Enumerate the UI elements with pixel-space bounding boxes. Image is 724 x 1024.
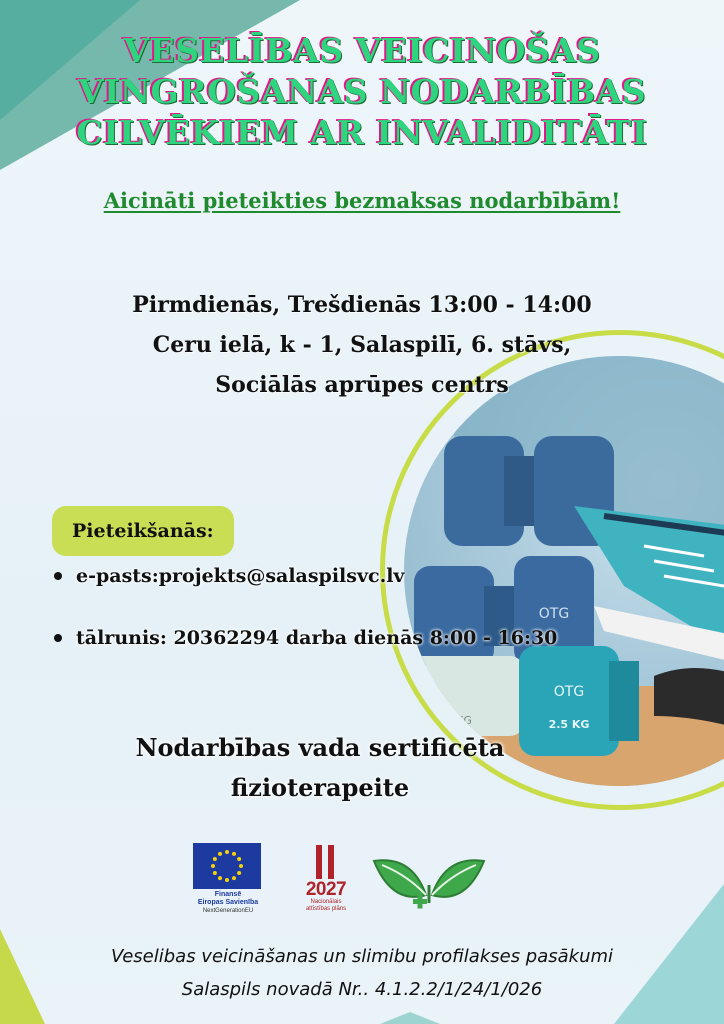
eu-star [213, 857, 217, 861]
dumbbell-brand-label: OTG [538, 606, 570, 622]
instructor-line-2: fizioterapeite [230, 773, 410, 802]
project-footer [0, 940, 724, 1006]
national-plan-caption-2: attīstības plāns [305, 906, 347, 912]
bullet-icon [54, 634, 62, 642]
schedule-days-time: Pirmdienās, Trešdienās 13:00 - 14:00 [132, 292, 592, 318]
contact-email[interactable] [52, 560, 557, 592]
eu-star [237, 857, 241, 861]
eu-star [232, 852, 236, 856]
eu-caption-line-3: NextGenerationEU [202, 908, 254, 914]
eu-logo [193, 843, 263, 915]
eu-star [211, 864, 215, 868]
schedule-block [0, 285, 724, 405]
eu-caption-line-1: Finansē [214, 891, 242, 898]
schedule-address: Ceru ielā, k - 1, Salaspilī, 6. stāvs, [152, 332, 572, 358]
footer-line-2: Salaspils novadā Nr.. 4.1.2.2/1/24/1/026 [181, 979, 543, 1000]
eu-star [225, 850, 229, 854]
dumbbell-weight-label: 2.5 KG [548, 718, 590, 731]
contact-phone[interactable] [52, 622, 557, 654]
eu-star [237, 871, 241, 875]
footer-line-1: Veselibas veicināšanas un slimibu profilakses pasākumi [110, 946, 614, 967]
instructor-note [60, 728, 580, 808]
contact-phone-text: tālrunis: 20362294 darba dienās 8:00 - 16:30 [76, 627, 558, 649]
invitation-subtitle: Aicināti pieteikties bezmaksas nodarbībām! [103, 188, 621, 213]
national-plan-bars-icon [294, 843, 358, 881]
national-plan-year: 2027 [305, 879, 347, 900]
dumbbell-brand-label-2: OTG [553, 684, 585, 700]
bullet-icon [54, 572, 62, 580]
eu-caption-line-2: Eiropas Savienība [197, 899, 259, 906]
contact-list [52, 560, 557, 654]
page-title [0, 30, 724, 153]
eu-star [218, 852, 222, 856]
eu-star [225, 878, 229, 882]
leaf-logo-icon [372, 855, 486, 917]
national-plan-caption-1: Nacionālais [310, 899, 342, 905]
eu-caption [193, 891, 263, 915]
title-line-1: VESELĪBAS VEICINOŠAS [123, 31, 601, 70]
dumbbell-weight-fragment: KG [456, 714, 472, 727]
instructor-line-1: Nodarbības vada sertificēta [135, 733, 505, 762]
eu-flag-icon [193, 843, 261, 889]
eu-star [213, 871, 217, 875]
registration-label: Pieteikšanās: [52, 506, 234, 556]
schedule-place: Sociālās aprūpes centrs [215, 372, 509, 398]
eu-star [239, 864, 243, 868]
contact-email-text: e-pasts:projekts@salaspilsvc.lv [76, 565, 405, 587]
eu-star [232, 876, 236, 880]
eu-star [218, 876, 222, 880]
title-line-3: CILVĒKIEM AR INVALIDITĀTI [76, 113, 648, 152]
corner-decoration-bottom-middle [380, 1012, 440, 1024]
national-plan-logo [294, 843, 358, 913]
title-line-2: VINGROŠANAS NODARBĪBAS [77, 72, 647, 111]
